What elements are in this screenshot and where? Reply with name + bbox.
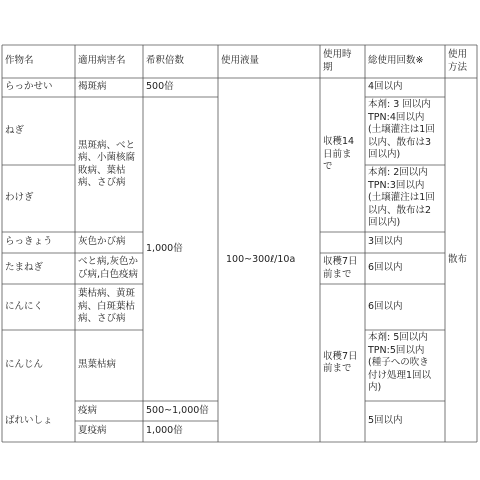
dilution-bareisho-1: 500~1,000倍 — [146, 404, 209, 416]
disease-rakkasei: 褐斑病 — [78, 81, 107, 93]
total-negi: 本剤: 3 回以内 TPN:4回以内 (土壌灌注は1回 以内、散布は3 回以内) — [368, 99, 435, 160]
disease-bareisho-2: 夏疫病 — [78, 425, 107, 437]
disease-bareisho-1: 疫病 — [78, 404, 98, 416]
total-ninniku: 6回以内 — [368, 300, 403, 312]
header-timing: 使用時 期 — [323, 49, 352, 73]
header-dilution: 希釈倍数 — [146, 55, 185, 67]
crop-tamanegi: たまねぎ — [5, 262, 44, 274]
total-rakkasei: 4回以内 — [368, 81, 403, 93]
total-rakkyou: 3回以内 — [368, 236, 403, 248]
crop-negi: ねぎ — [5, 124, 25, 136]
dilution-rakkasei: 500倍 — [146, 81, 174, 93]
disease-negi-wakegi: 黒斑病、べと 病、小菌核腐 敗病、葉枯 病、さび病 — [78, 139, 136, 188]
timing-14-days: 収穫14 日前ま で — [323, 136, 355, 173]
volume-value: 100~300ℓ/10a — [226, 253, 296, 265]
timing-7-days-tamanegi: 収穫7日 前まで — [323, 256, 358, 280]
total-tamanegi: 6回以内 — [368, 262, 403, 274]
crop-rakkasei: らっかせい — [5, 81, 53, 93]
crop-rakkyou: らっきょう — [5, 236, 53, 248]
header-disease: 適用病害名 — [78, 55, 126, 67]
dilution-bareisho-2: 1,000倍 — [146, 425, 183, 437]
disease-rakkyou: 灰色かび病 — [78, 236, 126, 248]
header-crop: 作物名 — [5, 55, 34, 67]
crop-bareisho: ばれいしょ — [5, 415, 53, 427]
total-wakegi: 本剤: 2回以内 TPN:3回以内 (土壌灌注は1回 以内、散布は2 回以内) — [368, 167, 435, 228]
dilution-main: 1,000倍 — [146, 242, 183, 254]
disease-ninniku: 葉枯病、黄斑 病、白斑葉枯 病、さび病 — [78, 288, 136, 325]
disease-tamanegi: べと病,灰色か び病,白色疫病 — [78, 256, 139, 280]
total-ninjin: 本剤: 5回以内 TPN:5回以内 (種子への吹き 付け処理1回以 内) — [368, 332, 432, 393]
header-total-uses: 総使用回数※ — [368, 55, 424, 67]
crop-ninjin: にんじん — [5, 359, 44, 371]
total-bareisho: 5回以内 — [368, 415, 403, 427]
header-volume: 使用液量 — [221, 55, 260, 67]
header-method: 使用 方法 — [448, 49, 468, 73]
crop-ninniku: にんにく — [5, 300, 44, 312]
crop-wakegi: わけぎ — [5, 192, 34, 204]
method-value: 散布 — [448, 253, 468, 265]
disease-ninjin: 黒葉枯病 — [78, 359, 117, 371]
timing-7-days: 収穫7日 前まで — [323, 350, 358, 374]
